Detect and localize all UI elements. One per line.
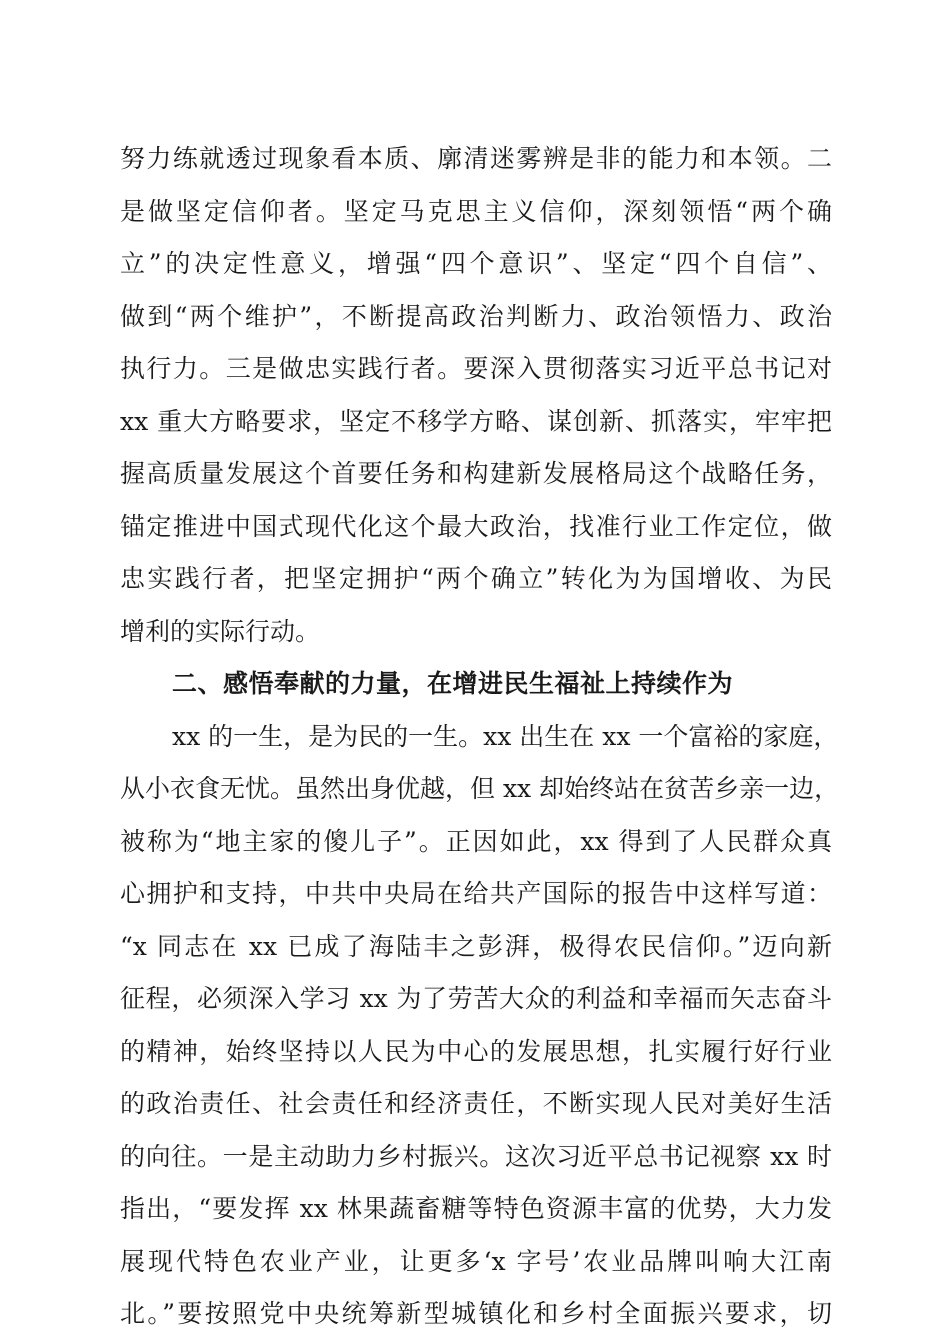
paragraph-line: 的精神，始终坚持以人民为中心的发展思想，扎实履行好行业 bbox=[120, 1036, 832, 1066]
section-heading: 二、感悟奉献的力量，在增进民生福祉上持续作为 bbox=[172, 669, 734, 698]
document-body bbox=[120, 133, 840, 1341]
paragraph-line: xx 的一生，是为民的一生。xx 出生在 xx 一个富裕的家庭， bbox=[172, 721, 839, 751]
paragraph-line: 执行力。三是做忠实践行者。要深入贯彻落实习近平总书记对 bbox=[120, 354, 832, 383]
paragraph-line: 征程，必须深入学习 xx 为了劳苦大众的利益和幸福而矢志奋斗 bbox=[120, 984, 832, 1013]
paragraph-line: 增利的实际行动。 bbox=[120, 616, 321, 646]
paragraph-line: 努力练就透过现象看本质、廓清迷雾辨是非的能力和本领。二 bbox=[120, 144, 832, 173]
paragraph-line: 的向往。一是主动助力乡村振兴。这次习近平总书记视察 xx 时 bbox=[120, 1141, 832, 1171]
paragraph-line: 是做坚定信仰者。坚定马克思主义信仰，深刻领悟“两个确 bbox=[120, 196, 832, 226]
paragraph-line: 指出，“要发挥 xx 林果蔬畜糖等特色资源丰富的优势，大力发 bbox=[120, 1194, 832, 1223]
paragraph-line: xx 重大方略要求，坚定不移学方略、谋创新、抓落实，牢牢把 bbox=[120, 406, 832, 436]
paragraph-line: 立”的决定性意义，增强“四个意识”、坚定“四个自信”、 bbox=[120, 249, 832, 278]
paragraph-line: 被称为“地主家的傻儿子”。正因如此，xx 得到了人民群众真 bbox=[120, 826, 832, 856]
paragraph-line: 做到“两个维护”，不断提高政治判断力、政治领悟力、政治 bbox=[120, 301, 832, 331]
paragraph-line: 心拥护和支持，中共中央局在给共产国际的报告中这样写道： bbox=[120, 879, 832, 908]
paragraph-line: 握高质量发展这个首要任务和构建新发展格局这个战略任务， bbox=[120, 459, 832, 488]
paragraph-line: 忠实践行者，把坚定拥护“两个确立”转化为为国增收、为民 bbox=[120, 564, 832, 593]
paragraph-line: 展现代特色农业产业，让更多‘x 字号’农业品牌叫响大江南 bbox=[120, 1246, 832, 1276]
paragraph-line: “x 同志在 xx 已成了海陆丰之彭湃，极得农民信仰。”迈向新 bbox=[120, 931, 832, 961]
paragraph-line: 北。”要按照党中央统筹新型城镇化和乡村全面振兴要求，切 bbox=[120, 1299, 832, 1328]
paragraph-line: 的政治责任、社会责任和经济责任，不断实现人民对美好生活 bbox=[120, 1089, 832, 1118]
paragraph-line: 锚定推进中国式现代化这个最大政治，找准行业工作定位，做 bbox=[120, 511, 832, 541]
paragraph-line: 从小衣食无忧。虽然出身优越，但 xx 却始终站在贫苦乡亲一边， bbox=[120, 774, 840, 803]
